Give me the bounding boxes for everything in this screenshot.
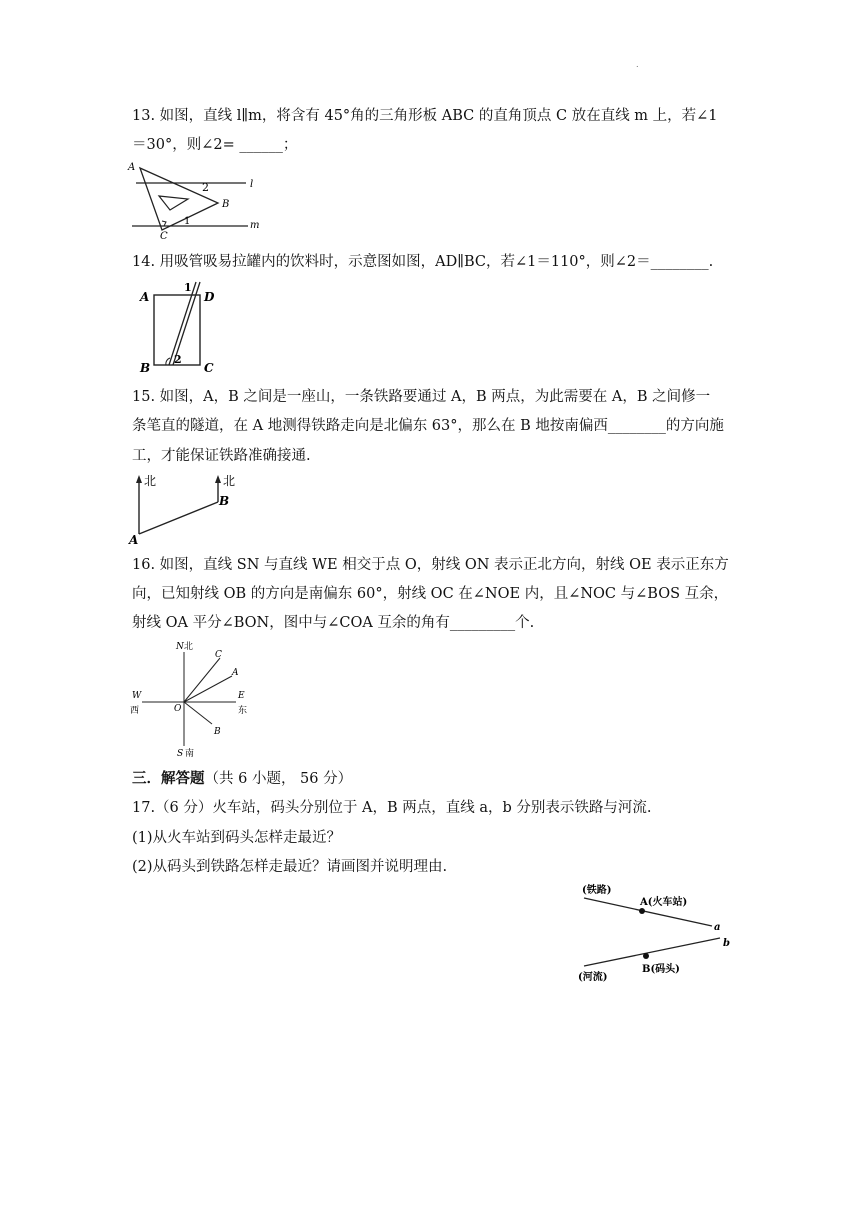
q16-label-b: B xyxy=(214,727,221,737)
q16-text-line3: 射线 OA 平分∠BON，图中与∠COA 互余的角有_________个. xyxy=(132,615,535,631)
q15-text-line3: 工，才能保证铁路准确接通. xyxy=(132,448,311,464)
q17-text-line1: 17.（6 分）火车站，码头分别位于 A，B 两点，直线 a，b 分别表示铁路与河流. xyxy=(132,800,652,816)
q14-text-line1: 14. 用吸管吸易拉罐内的饮料时，示意图如图，AD∥BC，若∠1＝110°，则∠2＝________. xyxy=(132,254,714,270)
header-mark: . xyxy=(636,60,639,69)
q17-label-a-station: A(火车站) xyxy=(640,897,688,908)
q17-text-line2: (1)从火车站到码头怎样走最近？ xyxy=(132,830,342,846)
q13-text-line2: ＝30°，则∠2= ______； xyxy=(132,137,298,153)
q16-label-e: E xyxy=(238,691,245,701)
q13-label-a: A xyxy=(128,162,136,173)
section3-meta: （共 6 小题， 56 分） xyxy=(204,771,353,787)
q14-label-b: B xyxy=(140,361,151,375)
q13-label-b: B xyxy=(222,199,230,210)
q15-north-a: 北 xyxy=(144,474,157,488)
q14-label-d: D xyxy=(204,290,215,304)
q16-text-line2: 向，已知射线 OB 的方向是南偏东 60°，射线 OC 在∠NOE 内，且∠NOC 与∠BOS 互余， xyxy=(132,586,729,602)
q17-river-label: (河流) xyxy=(578,972,608,983)
q14-label-a: A xyxy=(140,290,150,304)
q13-label-m: m xyxy=(250,220,260,231)
q15-label-a: A xyxy=(129,533,139,546)
q17-label-b-dock: B(码头) xyxy=(642,964,680,975)
q16-figure xyxy=(126,638,256,762)
q16-east: 东 xyxy=(238,706,248,716)
q15-figure xyxy=(126,472,246,546)
q13-text-line1: 13. 如图，直线 l∥m，将含有 45°角的三角形板 ABC 的直角顶点 C 放在直线 m 上，若∠1 xyxy=(132,108,718,124)
q17-railway-label: (铁路) xyxy=(582,885,612,896)
q16-label-n: N xyxy=(176,642,184,652)
q15-label-b: B xyxy=(219,494,230,508)
q16-north: 北 xyxy=(184,642,194,652)
q15-text-line1: 15. 如图，A，B 之间是一座山，一条铁路要通过 A，B 两点，为此需要在 A，B 之间修一 xyxy=(132,389,711,405)
q17-label-b: b xyxy=(723,938,730,949)
q16-west: 西 xyxy=(130,706,140,716)
q16-south: 南 xyxy=(185,749,195,759)
q16-text-line1: 16. 如图，直线 SN 与直线 WE 相交于点 O，射线 ON 表示正北方向，射线 OE 表示正东方 xyxy=(132,557,729,573)
q15-north-b: 北 xyxy=(223,474,236,488)
q16-label-s: S xyxy=(177,749,184,759)
q14-figure xyxy=(136,278,222,376)
section3-title: 三．解答题 xyxy=(132,770,205,787)
q14-angle-2: 2 xyxy=(174,353,182,366)
q13-label-c: C xyxy=(160,231,168,242)
q15-text-line2: 条笔直的隧道，在 A 地测得铁路走向是北偏东 63°，那么在 B 地按南偏西________的方向施 xyxy=(132,418,724,434)
q16-label-c: C xyxy=(215,650,222,660)
q13-angle-1: 1 xyxy=(184,216,191,227)
q16-label-o: O xyxy=(174,704,182,714)
q17-text-line3: (2)从码头到铁路怎样走最近？请画图并说明理由. xyxy=(132,859,448,875)
q17-label-a: a xyxy=(714,922,721,933)
q13-figure xyxy=(126,158,266,242)
q14-angle-1: 1 xyxy=(184,281,192,294)
q16-label-w: W xyxy=(132,691,142,701)
q13-label-l: l xyxy=(250,179,254,190)
section3-heading xyxy=(132,769,352,789)
q14-label-c: C xyxy=(204,361,214,375)
q16-label-a: A xyxy=(232,668,239,678)
q13-angle-2: 2 xyxy=(202,181,209,194)
q17-figure xyxy=(574,880,740,986)
